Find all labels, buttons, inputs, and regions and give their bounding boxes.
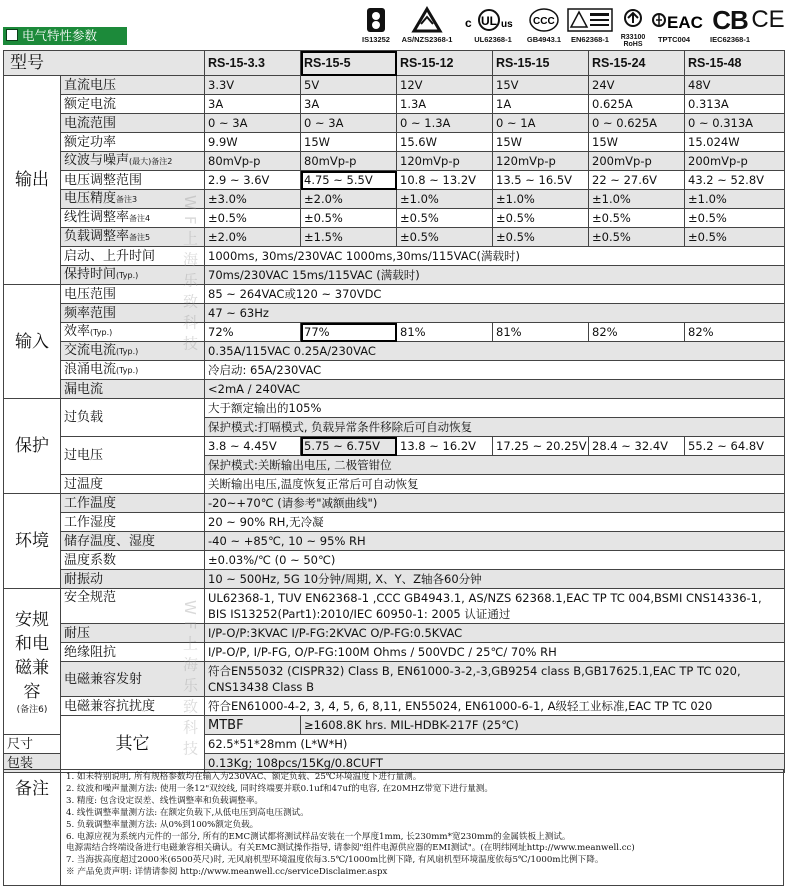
row-label: 安全规范 [61,589,205,624]
model-col-1: RS-15-3.3 [205,51,301,76]
cell: ±0.5% [589,209,685,228]
cell: ±0.5% [397,209,493,228]
svg-text:EAC: EAC [667,13,703,32]
cell: 15.6W [397,133,493,152]
cell: 0.625A [589,95,685,114]
row-label: 电压调整范围 [61,171,205,190]
cell: 72% [205,323,301,342]
model-col-6: RS-15-48 [685,51,785,76]
cell: ±0.5% [301,209,397,228]
note-item: 4. 线性调整率量测方法: 在额定负载下,从低电压到高电压测试。 [66,807,309,818]
svg-text:c: c [465,16,472,30]
cell: 0 ~ 1A [493,114,589,133]
cell: 3.8 ~ 4.45V [205,437,301,456]
cell: 0 ~ 3A [301,114,397,133]
row-label: 直流电压 [61,76,205,95]
cell: 81% [493,323,589,342]
row-label: 漏电流 [61,380,205,399]
eac-logo-icon [652,7,703,33]
cell: 48V [685,76,785,95]
cell: ±2.0% [205,228,301,247]
cell: 5.75 ~ 6.75V [301,437,397,456]
bis-logo-icon [366,7,386,33]
cell: <2mA / 240VAC [205,380,785,399]
cell: 大于额定输出的105% [205,399,785,418]
cell: 120mVp-p [493,152,589,171]
category-other: 其它 [61,716,205,773]
row-label: 温度系数 [61,551,205,570]
row-label: 过温度 [61,475,205,494]
cell: I/P-O/P:3KVAC I/P-FG:2KVAC O/P-FG:0.5KVAC [205,624,785,643]
cert-eac: EAC TPTC004 [651,6,697,44]
cell: 120mVp-p [397,152,493,171]
output-row [4,209,785,228]
cell: 200mVp-p [685,152,785,171]
category-output: 输出 [4,76,61,285]
protect-row [4,475,785,494]
cell: ±1.0% [589,190,685,209]
note-item: 5. 负载调整率量测方法: 从0%到100%额定负载。 [66,819,259,830]
input-row [4,304,785,323]
cell: 0.35A/115VAC 0.25A/230VAC [205,342,785,361]
other-row [4,716,785,735]
rohs-logo-icon [620,7,646,33]
cert-cb: CB IEC62368-1 [709,4,751,44]
cert-rohs: R33100 RoHS [617,6,649,48]
rcm-logo-icon [412,7,442,33]
row-label: 尺寸 [4,735,61,754]
note-item: 1. 如未特别说明, 所有规格参数均在输入为230VAC、额定负载、25℃环境温度下进行量测。 [66,772,422,782]
cell: 保护模式:打嗝模式, 负载异常条件移除后可自动恢复 [205,418,785,437]
row-label: 效率(Typ.) [61,323,205,342]
row-label: 储存温度、湿度 [61,532,205,551]
note-item: 3. 精度: 包含设定误差、线性调整率和负载调整率。 [66,795,264,806]
cell: 15.024W [685,133,785,152]
cell: 0 ~ 1.3A [397,114,493,133]
notes-section [3,769,784,886]
category-safety-emc: 安规和电磁兼容 (备注6) [4,589,61,735]
cell: 15V [493,76,589,95]
header-bar [0,0,787,50]
note-item: 2. 纹波和噪声量测方法: 使用一条12"双绞线, 同时终端要并联0.1uf和47uf的电容, 在20MHZ带宽下进行量测。 [66,783,493,794]
row-label: 交流电流(Typ.) [61,342,205,361]
cell: 5V [301,76,397,95]
output-row [4,228,785,247]
tuv-logo-icon [567,7,613,33]
row-label: MTBF [205,716,301,735]
cell: ±0.03%/℃ (0 ~ 50℃) [205,551,785,570]
ul-logo-icon [465,7,521,33]
svg-text:UL: UL [481,14,497,28]
row-label: 耐振动 [61,570,205,589]
cert-tuv: EN62368-1 [566,6,614,44]
model-header-row [4,51,785,76]
output-row [4,95,785,114]
cell: 80mVp-p [301,152,397,171]
cert-rcm: AS/NZS2368-1 [396,6,458,44]
cell: 13.5 ~ 16.5V [493,171,589,190]
safety-row [4,624,785,643]
row-label: 电压范围 [61,285,205,304]
cell: 0.13Kg; 108pcs/15Kg/0.8CUFT [205,754,785,773]
row-label: 电压精度备注3 [61,190,205,209]
svg-text:us: us [501,19,513,30]
cell: 1A [493,95,589,114]
cell: ±1.0% [685,190,785,209]
cell: 17.25 ~ 20.25V [493,437,589,456]
cell: ≥1608.8K hrs. MIL-HDBK-217F (25℃) [301,716,785,735]
input-row [4,380,785,399]
cell: 4.75 ~ 5.5V [301,171,397,190]
cell: 1.3A [397,95,493,114]
input-row [4,323,785,342]
row-label: 电流范围 [61,114,205,133]
cell: 15W [301,133,397,152]
cell: 15W [589,133,685,152]
cell: 81% [397,323,493,342]
cell: ±1.0% [493,190,589,209]
row-label: 耐压 [61,624,205,643]
cell: ±1.5% [301,228,397,247]
row-label: 负载调整率备注5 [61,228,205,247]
env-row [4,551,785,570]
notes-list [66,772,635,879]
cell: 24V [589,76,685,95]
ccc-logo-icon [529,7,559,33]
cell: 12V [397,76,493,95]
cell: 13.8 ~ 16.2V [397,437,493,456]
cell: ±2.0% [301,190,397,209]
category-environment: 环境 [4,494,61,589]
watermark: WF上海乐致科技 [181,600,199,762]
cell: 62.5*51*28mm (L*W*H) [205,735,785,754]
cell: I/P-O/P, I/P-FG, O/P-FG:100M Ohms / 500VDC / 25℃/ 70% RH [205,643,785,662]
cell: 关断输出电压,温度恢复正常后可自动恢复 [205,475,785,494]
notes-title: 备注 [4,770,61,885]
cell: 85 ~ 264VAC或120 ~ 370VDC [205,285,785,304]
cell: ±0.5% [397,228,493,247]
cell: ±0.5% [589,228,685,247]
row-label: 工作温度 [61,494,205,513]
cell: 10 ~ 500Hz, 5G 10分钟/周期, X、Y、Z轴各60分钟 [205,570,785,589]
row-label: 电磁兼容发射 [61,662,205,697]
model-col-2: RS-15-5 [301,51,397,76]
cell: 80mVp-p [205,152,301,171]
cert-bis: IS13252 [358,6,394,44]
cell: 15W [493,133,589,152]
spec-table [3,50,785,773]
cell: 28.4 ~ 32.4V [589,437,685,456]
cell: 43.2 ~ 52.8V [685,171,785,190]
cell: 符合EN61000-4-2, 3, 4, 5, 6, 8,11, EN55024, EN61000-6-1, A级轻工业标准,EAC TP TC 020 [205,697,785,716]
row-label: 过负载 [61,399,205,437]
output-row [4,171,785,190]
svg-text:CCC: CCC [533,16,555,27]
note-item: 电源需结合终端设备进行电磁兼容相关确认。有关EMC测试操作指导, 请参阅"组件电源供应器的EMI测试"。(在明纬网址http://www.meanwell.cc) [66,843,635,854]
env-row [4,513,785,532]
row-label: 频率范围 [61,304,205,323]
cell: UL62368-1, TUV EN62368-1 ,CCC GB4943.1, AS/NZS 62368.1,EAC TP TC 004,BSMI CNS14336-1, BIS IS13252(Part1):2010/IEC 60950-1: 2005 认证通过 [205,589,785,624]
output-row [4,247,785,266]
cell: -20~+70℃ (请参考"减额曲线") [205,494,785,513]
output-row [4,266,785,285]
watermark: WF上海乐致科技 [181,195,199,357]
env-row [4,532,785,551]
cell: 22 ~ 27.6V [589,171,685,190]
safety-row [4,697,785,716]
note-item: ※ 产品免责声明: 详情请参阅 http://www.meanwell.cc/serviceDisclaimer.aspx [66,867,388,878]
cell: 3.3V [205,76,301,95]
row-label: 保持时间(Typ.) [61,266,205,285]
category-protection: 保护 [4,399,61,494]
cell: 冷启动: 65A/230VAC [205,361,785,380]
note-item: 7. 当海拔高度超过2000米(6500英尺)时, 无风扇机型环境温度依每3.5℃/1000m比例下降, 有风扇机型环境温度依每5℃/1000m比例下降。 [66,855,604,866]
model-col-5: RS-15-24 [589,51,685,76]
row-label: 过电压 [61,437,205,475]
cell: 20 ~ 90% RH,无冷凝 [205,513,785,532]
safety-row [4,589,785,624]
model-label: 型号 [4,51,205,76]
row-label: 包装 [4,754,61,773]
env-row [4,570,785,589]
cell: ±0.5% [205,209,301,228]
row-label: 浪涌电流(Typ.) [61,361,205,380]
section-title: 电气特性参数 [3,27,127,45]
model-col-4: RS-15-15 [493,51,589,76]
cell: ±0.5% [685,209,785,228]
output-row [4,133,785,152]
row-label: 纹波与噪声(最大)备注2 [61,152,205,171]
safety-row [4,643,785,662]
cell: -40 ~ +85℃, 10 ~ 95% RH [205,532,785,551]
protect-row [4,399,785,418]
cell: 0 ~ 3A [205,114,301,133]
cell: 0 ~ 0.625A [589,114,685,133]
note-item: 6. 电源应视为系统内元件的一部分, 所有的EMC测试都将测试样品安装在一个厚度1mm, 长230mm*宽230mm的金属铁板上测试。 [66,831,571,842]
env-row [4,494,785,513]
cell: 符合EN55032 (CISPR32) Class B, EN61000-3-2,-3,GB9254 class B,GB17625.1,EAC TP TC 020, CNS13438 Class B [205,662,785,697]
cert-ce: CE [751,6,785,33]
model-col-3: RS-15-12 [397,51,493,76]
category-input: 输入 [4,285,61,399]
output-row [4,114,785,133]
cell: 3A [301,95,397,114]
cell: ±3.0% [205,190,301,209]
cell: 9.9W [205,133,301,152]
cell: 1000ms, 30ms/230VAC 1000ms,30ms/115VAC(满载时) [205,247,785,266]
cell: ±1.0% [397,190,493,209]
cell: 82% [685,323,785,342]
cell: 10.8 ~ 13.2V [397,171,493,190]
cell: ±0.5% [493,228,589,247]
input-row [4,342,785,361]
cell: 0.313A [685,95,785,114]
input-row [4,285,785,304]
cell: ±0.5% [685,228,785,247]
checkbox-icon [6,29,18,41]
cell: 47 ~ 63Hz [205,304,785,323]
cell: 77% [301,323,397,342]
row-label: 线性调整率备注4 [61,209,205,228]
cell: ±0.5% [493,209,589,228]
cell: 3A [205,95,301,114]
row-label: 工作湿度 [61,513,205,532]
safety-row [4,662,785,697]
cell: 保护模式:关断输出电压, 二极管钳位 [205,456,785,475]
cell: 55.2 ~ 64.8V [685,437,785,456]
row-label: 电磁兼容抗扰度 [61,697,205,716]
cell: 82% [589,323,685,342]
row-label: 启动、上升时间 [61,247,205,266]
output-row [4,190,785,209]
cell: 2.9 ~ 3.6V [205,171,301,190]
row-label: 绝缘阻抗 [61,643,205,662]
cell: 200mVp-p [589,152,685,171]
cert-ccc: CCC GB4943.1 [525,6,563,44]
output-row [4,152,785,171]
input-row [4,361,785,380]
protect-row [4,437,785,456]
cell: 70ms/230VAC 15ms/115VAC (满载时) [205,266,785,285]
row-label: 额定电流 [61,95,205,114]
row-label: 额定功率 [61,133,205,152]
output-row [4,76,785,95]
cert-ul: c UL us UL62368-1 [462,6,524,44]
cell: 0 ~ 0.313A [685,114,785,133]
